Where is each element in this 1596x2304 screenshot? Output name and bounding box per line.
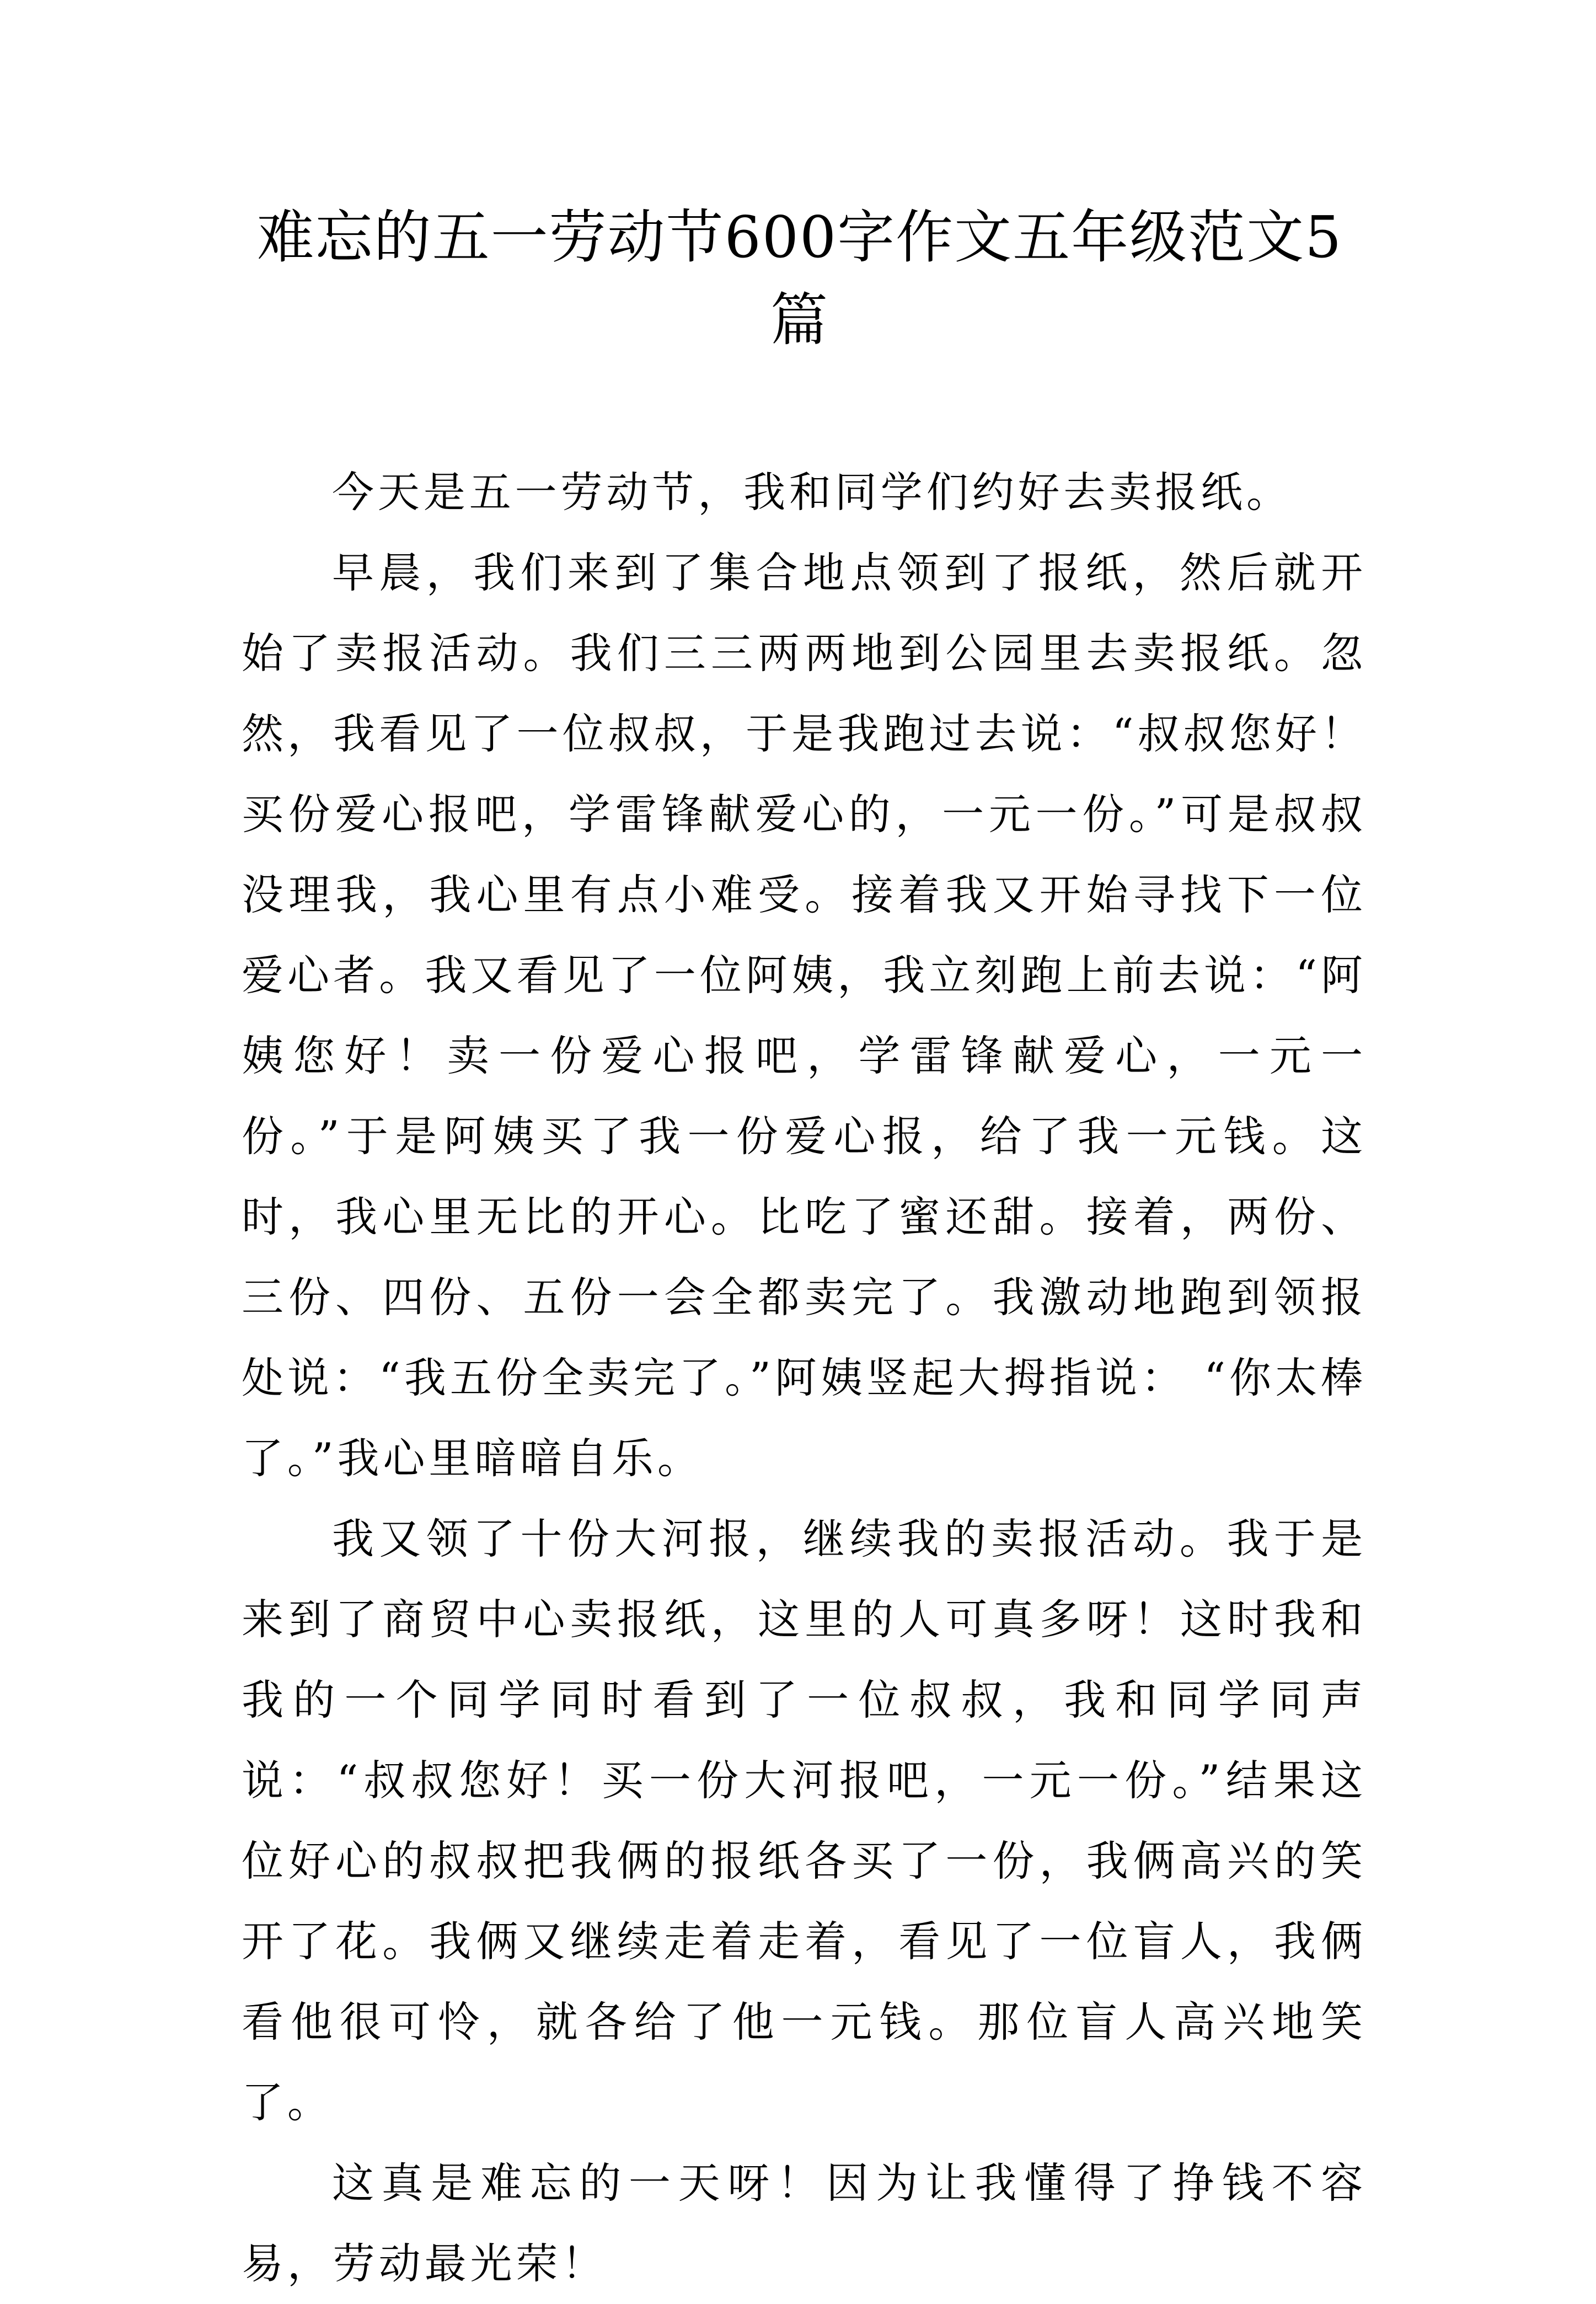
paragraph: 今天是五一劳动节，我和同学们约好去卖报纸。: [332, 468, 1292, 517]
document-title: 难忘的五一劳动节600字作文五年级范文5篇: [256, 203, 1343, 353]
paragraph: 我又领了十份大河报，继续我的卖报活动。我于是来到了商贸中心卖报纸，这里的人可真多呀！这时我和我的一个同学同时看到了一位叔叔，我和同学同声说：“叔叔您好！买一份大河报吧，一元一份。”结果这位好心的叔叔把我俩的报纸各买了一份，我俩高兴的笑开了花。我俩又继续走着走着，看见了一位盲人，我俩看他很可怜，就各给了他一元钱。那位盲人高兴地笑了。: [242, 1514, 1367, 2127]
paragraph: 这真是难忘的一天呀！因为让我懂得了挣钱不容易，劳动最光荣！: [242, 2158, 1367, 2288]
document-body: [242, 452, 1367, 2304]
paragraph: 早晨，我们来到了集合地点领到了报纸，然后就开始了卖报活动。我们三三两两地到公园里去卖报纸。忽然，我看见了一位叔叔，于是我跑过去说：“叔叔您好！买份爱心报吧，学雷锋献爱心的，一元一份。”可是叔叔没理我，我心里有点小难受。接着我又开始寻找下一位爱心者。我又看见了一位阿姨，我立刻跑上前去说：“阿姨您好！卖一份爱心报吧，学雷锋献爱心，一元一份。”于是阿姨买了我一份爱心报，给了我一元钱。这时，我心里无比的开心。比吃了蜜还甜。接着，两份、三份、四份、五份一会全都卖完了。我激动地跑到领报处说：“我五份全卖完了。”阿姨竖起大拇指说： “你太棒了。”我心里暗暗自乐。: [242, 548, 1367, 1483]
